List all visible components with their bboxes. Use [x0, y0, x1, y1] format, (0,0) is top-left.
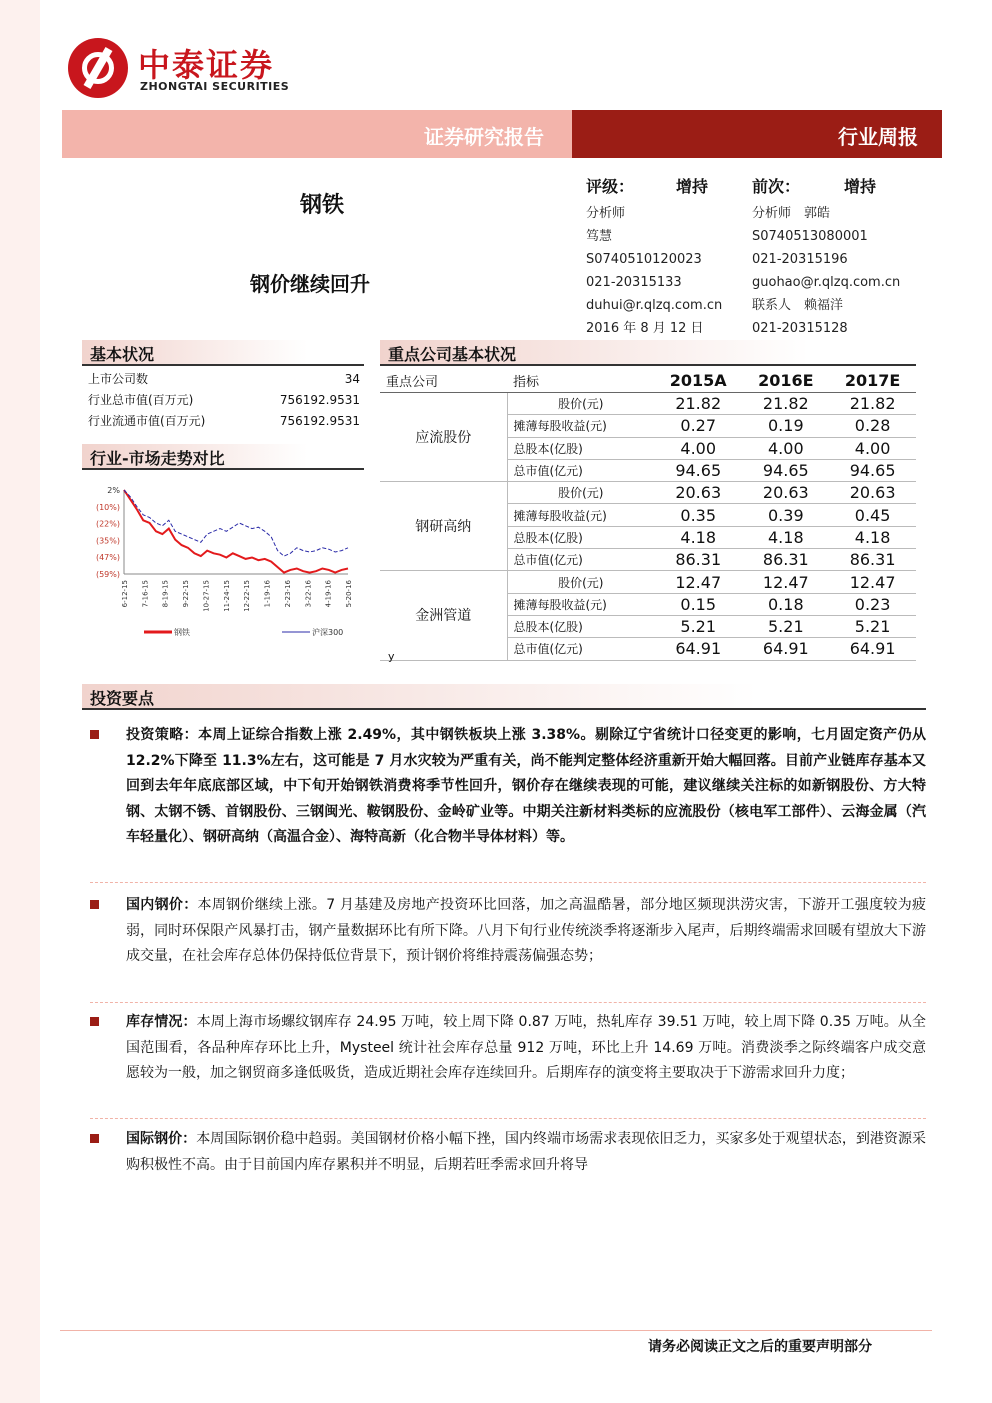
series-line	[124, 490, 348, 556]
metric-value: 21.82	[654, 393, 742, 415]
analyst-right-line: 联系人 赖福洋	[752, 298, 844, 313]
col-year: 2017E	[829, 368, 916, 393]
para-label: 投资策略：	[126, 727, 199, 743]
invest-heading-text: 投资要点	[90, 689, 155, 708]
metric-value: 4.00	[654, 437, 742, 459]
companies-heading	[380, 340, 916, 366]
table-row	[84, 368, 364, 389]
table-row	[84, 389, 364, 410]
metric-value: 4.00	[742, 437, 829, 459]
analyst-right-line: guohao@r.qlzq.com.cn	[752, 275, 901, 290]
metric-label: 总股本(亿股)	[507, 526, 654, 548]
bullet-square-icon	[90, 900, 99, 909]
analyst-left-line: S0740510120023	[586, 252, 702, 267]
metric-value: 0.35	[654, 504, 742, 526]
metric-value: 21.82	[829, 393, 916, 415]
bullet-square-icon	[90, 1017, 99, 1026]
prev-rating-label: 前次：	[752, 177, 801, 196]
invest-heading	[82, 684, 926, 710]
report-date: 2016 年 8 月 12 日	[586, 321, 704, 336]
x-tick-label: 1-19-16	[263, 580, 272, 608]
bullet-square-icon	[90, 1134, 99, 1143]
metric-label: 摊薄每股收益(元)	[507, 593, 654, 615]
metric-value: 64.91	[654, 638, 742, 660]
market-chart	[82, 476, 364, 648]
divider	[90, 882, 926, 883]
para-label: 库存情况：	[126, 1014, 197, 1030]
metric-value: 12.47	[829, 571, 916, 593]
metric-label: 总市值(亿元)	[507, 638, 654, 660]
analyst-right-line: S0740513080001	[752, 229, 868, 244]
col-company: 重点公司	[380, 368, 507, 393]
report-type-label: 证券研究报告	[424, 125, 544, 149]
metric-label: 总股本(亿股)	[507, 615, 654, 637]
analyst-right-line: 分析师 郭皓	[752, 206, 831, 221]
x-tick-label: 12-22-15	[243, 580, 252, 612]
x-tick-label: 3-22-16	[304, 580, 313, 608]
industry-name: 钢铁	[300, 193, 345, 218]
analyst-right-line: 021-20315196	[752, 252, 848, 267]
basic-value: 34	[344, 371, 360, 386]
x-tick-label: 2-23-16	[283, 580, 292, 608]
footer-rule	[60, 1330, 932, 1331]
table-footnote: y	[388, 650, 395, 663]
metric-value: 86.31	[654, 549, 742, 571]
metric-label: 股价(元)	[507, 482, 654, 504]
x-tick-label: 9-22-15	[182, 580, 191, 608]
metric-value: 20.63	[742, 482, 829, 504]
x-tick-label: 7-16-15	[141, 580, 150, 608]
x-tick-label: 10-27-15	[202, 580, 211, 612]
y-tick-label: (10%)	[95, 502, 120, 512]
x-tick-label: 11-24-15	[222, 580, 231, 612]
metric-value: 0.23	[829, 593, 916, 615]
metric-value: 94.65	[742, 459, 829, 481]
metric-label: 摊薄每股收益(元)	[507, 504, 654, 526]
prev-rating-value: 增持	[844, 177, 877, 196]
y-tick-label: (59%)	[95, 570, 120, 579]
market-heading-text: 行业-市场走势对比	[90, 449, 225, 468]
para-text: 本周上海市场螺纹钢库存 24.95 万吨，较上周下降 0.87 万吨，热轧库存 39.51 万吨，较上周下降 0.35 万吨。从全国范围看，各品种库存环比上升，Mysteel 统计社会库存总量 912 万吨，环比上升 14.69 万吨。消费淡季之际终端客户成交意愿较为一般，加之钢贸商多逢低吸货，造成近期社会库存连续回升。后期库存的演变将主要取决于下游需求回升力度；	[126, 1014, 926, 1081]
basic-value: 756192.9531	[279, 413, 360, 428]
para-international	[90, 1127, 926, 1178]
report-category-banner	[572, 110, 942, 158]
metric-value: 0.39	[742, 504, 829, 526]
metric-value: 94.65	[654, 459, 742, 481]
company-name: 应流股份	[380, 393, 507, 482]
analyst-right	[752, 202, 900, 340]
para-label: 国内钢价：	[126, 897, 198, 913]
metric-label: 总市值(亿元)	[507, 459, 654, 481]
companies-table	[380, 368, 916, 661]
metric-value: 5.21	[829, 615, 916, 637]
report-type-banner	[62, 110, 572, 158]
para-text: 本周钢价继续上涨。7 月基建及房地产投资环比回落，加之高温酷暑，部分地区频现洪涝灾害，下游开工强度较为疲弱，同时环保限产风暴打击，钢产量数据环比有所下降。八月下旬行业传统淡季将逐渐步入尾声，后期终端需求回暖有望放大下游成交量，在社会库存总体仍保持低位背景下，预计钢价将维持震荡偏强态势；	[126, 897, 926, 964]
metric-value: 0.15	[654, 593, 742, 615]
para-domestic	[90, 893, 926, 970]
metric-label: 股价(元)	[507, 393, 654, 415]
analyst-left-line: 分析师	[586, 206, 626, 221]
basic-label: 上市公司数	[88, 372, 149, 386]
table-row	[380, 393, 916, 415]
metric-value: 86.31	[742, 549, 829, 571]
para-label: 国际钢价：	[126, 1131, 197, 1147]
basic-label: 行业流通市值(百万元)	[88, 414, 206, 428]
rating-value: 增持	[676, 177, 709, 196]
rating-label: 评级：	[586, 177, 635, 196]
divider	[90, 1118, 926, 1119]
report-title: 钢价继续回升	[250, 272, 370, 296]
logo-cn: 中泰证券	[138, 46, 275, 84]
metric-value: 4.18	[742, 526, 829, 548]
left-margin-band	[0, 0, 40, 1403]
metric-label: 股价(元)	[507, 571, 654, 593]
zhongtai-logo-icon	[68, 38, 128, 98]
metric-label: 摊薄每股收益(元)	[507, 415, 654, 437]
y-tick-label: (47%)	[95, 553, 120, 563]
metric-value: 5.21	[742, 615, 829, 637]
metric-value: 4.18	[829, 526, 916, 548]
metric-label: 总股本(亿股)	[507, 437, 654, 459]
metric-value: 21.82	[742, 393, 829, 415]
analyst-left-line: 021-20315133	[586, 275, 682, 290]
basic-table	[84, 368, 364, 431]
metric-value: 20.63	[829, 482, 916, 504]
table-row	[84, 410, 364, 431]
basic-value: 756192.9531	[279, 392, 360, 407]
series-line	[124, 490, 348, 573]
legend-label: 钢铁	[174, 628, 190, 637]
metric-value: 94.65	[829, 459, 916, 481]
x-tick-label: 6-12-15	[121, 580, 129, 608]
table-header-row	[380, 368, 916, 393]
company-name: 金洲管道	[380, 571, 507, 660]
table-row	[380, 482, 916, 504]
report-category-label: 行业周报	[838, 125, 918, 149]
company-name: 钢研高纳	[380, 482, 507, 571]
metric-value: 0.27	[654, 415, 742, 437]
companies-heading-text: 重点公司基本状况	[388, 345, 517, 364]
divider	[90, 1002, 926, 1003]
x-tick-label: 5-20-16	[345, 580, 353, 608]
y-tick-label: 2%	[107, 486, 120, 495]
metric-value: 0.28	[829, 415, 916, 437]
bullet-square-icon	[90, 730, 99, 739]
market-heading	[82, 444, 364, 470]
col-metric: 指标	[507, 368, 654, 393]
para-strategy	[90, 723, 926, 851]
para-text: 本周国际钢价稳中趋弱。美国钢材价格小幅下挫，国内终端市场需求表现依旧乏力，买家多处于观望状态，到港资源采购积极性不高。由于目前国内库存累积并不明显，后期若旺季需求回升将导	[126, 1131, 927, 1173]
analyst-left	[586, 202, 722, 340]
footer-disclaimer: 请务必阅读正文之后的重要声明部分	[648, 1339, 872, 1355]
y-tick-label: (22%)	[95, 519, 120, 529]
analyst-left-line: duhui@r.qlzq.com.cn	[586, 298, 723, 313]
table-row	[380, 571, 916, 593]
metric-value: 12.47	[742, 571, 829, 593]
para-inventory	[90, 1010, 926, 1087]
metric-value: 86.31	[829, 549, 916, 571]
analyst-right-line: 021-20315128	[752, 321, 848, 336]
y-tick-label: (35%)	[95, 536, 120, 546]
basic-heading	[82, 340, 364, 366]
metric-value: 20.63	[654, 482, 742, 504]
metric-label: 总市值(亿元)	[507, 549, 654, 571]
x-tick-label: 8-19-15	[161, 580, 170, 608]
col-year: 2015A	[654, 368, 742, 393]
metric-value: 0.45	[829, 504, 916, 526]
x-tick-label: 4-19-16	[324, 580, 333, 608]
metric-value: 64.91	[829, 638, 916, 660]
basic-heading-text: 基本状况	[90, 345, 155, 364]
legend-label: 沪深300	[312, 628, 344, 637]
analyst-left-line: 笃慧	[586, 229, 613, 244]
metric-value: 0.18	[742, 593, 829, 615]
metric-value: 12.47	[654, 571, 742, 593]
col-year: 2016E	[742, 368, 829, 393]
logo-en: ZHONGTAI SECURITIES	[140, 80, 290, 93]
metric-value: 0.19	[742, 415, 829, 437]
metric-value: 4.00	[829, 437, 916, 459]
metric-value: 64.91	[742, 638, 829, 660]
para-text: 本周上证综合指数上涨 2.49%，其中钢铁板块上涨 3.38%。剔除辽宁省统计口径变更的影响，七月固定资产仍从 12.2%下降至 11.3%左右，这可能是 7 月水灾较为严重有关，尚不能判定整体经济重新开始大幅回落。目前产业链库存基本又回到去年年底底部区域，中下旬开始钢铁消费将季节性回升，钢价存在继续表现的可能，建议继续关注标的如新钢股份、方大特钢、太钢不锈、首钢股份、三钢闽光、鞍钢股份、金岭矿业等。中期关注新材料类标的应流股份（核电军工部件）、云海金属（汽车轻量化）、钢研高纳（高温合金）、海特高新（化合物半导体材料）等。	[126, 727, 927, 845]
basic-label: 行业总市值(百万元)	[88, 393, 194, 407]
metric-value: 5.21	[654, 615, 742, 637]
metric-value: 4.18	[654, 526, 742, 548]
